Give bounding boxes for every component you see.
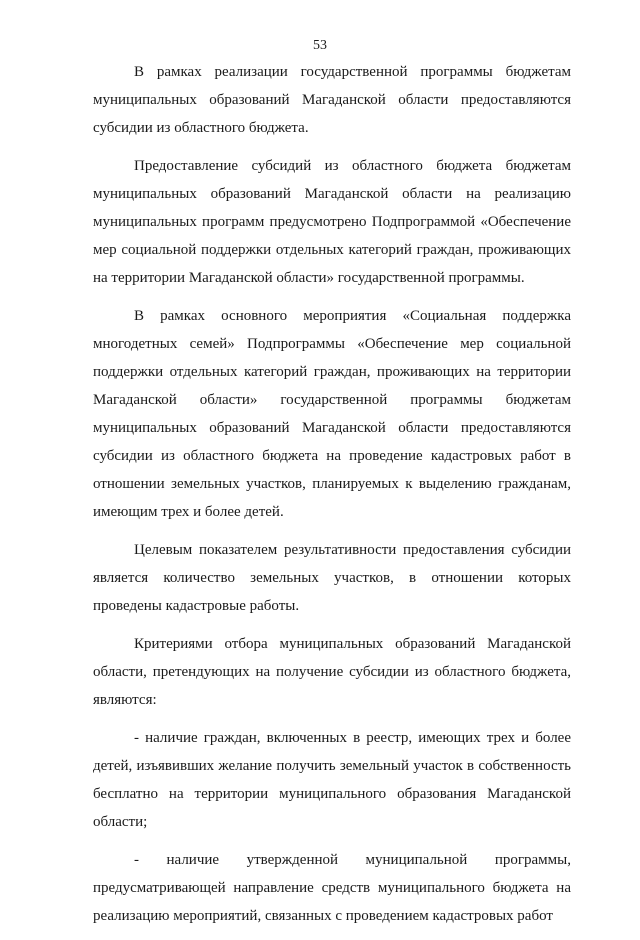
list-item-approved-program: - наличие утвержденной муниципальной программы, предусматривающей направление средств муниципального бюджета на реализацию мероприятий, связанных с проведением кадастровых работ bbox=[93, 852, 571, 924]
paragraph-subprogram-basis: Предоставление субсидий из областного бюджета бюджетам муниципальных образований Магаданской области на реализацию муниципальных программ предусмотрено Подпрограммой «Обеспечение мер социальной поддержки отдельных категорий граждан, проживающих на территории Магаданской области» государственной программы. bbox=[93, 158, 571, 286]
paragraph-large-families-measure: В рамках основного мероприятия «Социальная поддержка многодетных семей» Подпрограммы «Обеспечение мер социальной поддержки отдельных категорий граждан, проживающих на территории Магаданской области» государственной программы бюджетам муниципальных образований Магаданской области предоставляются субсидии из областного бюджета на проведение кадастровых работ в отношении земельных участков, планируемых к выделению гражданам, имеющим трех и более детей. bbox=[93, 308, 571, 520]
paragraph-program-subsidies: В рамках реализации государственной программы бюджетам муниципальных образований Магаданской области предоставляются субсидии из областного бюджета. bbox=[93, 64, 571, 136]
paragraph-selection-criteria: Критериями отбора муниципальных образований Магаданской области, претендующих на получение субсидии из областного бюджета, являются: bbox=[93, 636, 571, 708]
page-number: 53 bbox=[313, 38, 327, 53]
paragraph-target-indicator: Целевым показателем результативности предоставления субсидии является количество земельных участков, в отношении которых проведены кадастровые работы. bbox=[93, 542, 571, 614]
list-item-registered-citizens: - наличие граждан, включенных в реестр, имеющих трех и более детей, изъявивших желание получить земельный участок в собственность бесплатно на территории муниципального образования Магаданской области; bbox=[93, 730, 571, 830]
document-body bbox=[93, 58, 571, 940]
